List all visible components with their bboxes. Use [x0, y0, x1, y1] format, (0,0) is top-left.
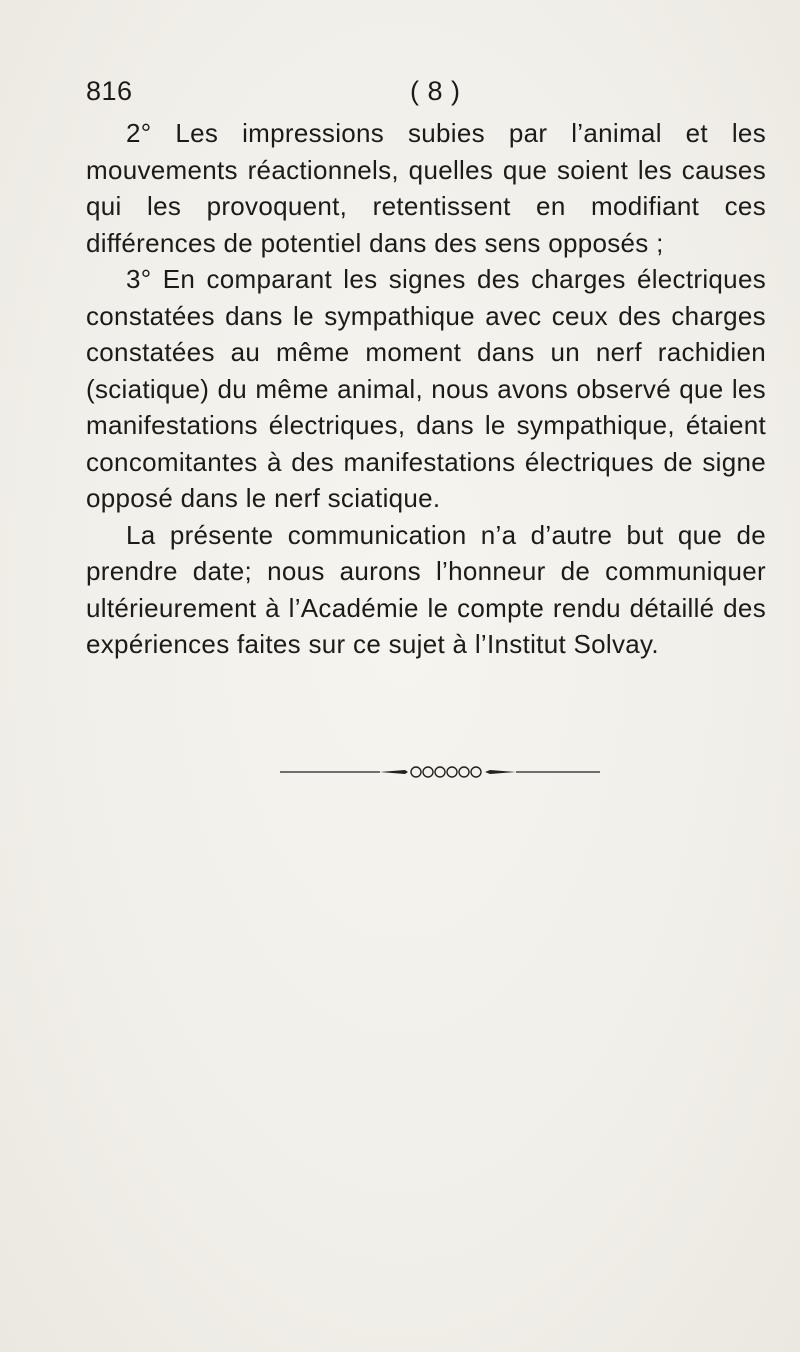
page-number: 816: [86, 76, 133, 106]
tailpiece-ornament-icon: [280, 762, 600, 782]
page-header: [86, 76, 726, 116]
paragraph-conclusion: La présente communication n’a d’autre but que de prendre date; nous aurons l’honneur de communiquer ultérieurement à l’Académie le compte rendu détaillé des expériences faites sur ce sujet à l’Institut Solvay.: [86, 519, 766, 659]
sheet-marker: ( 8 ): [410, 76, 461, 106]
body-text: [86, 115, 766, 663]
paragraph-point-2: 2° Les impressions subies par l’animal et les mouvements réactionnels, quelles que soient les causes qui les provoquent, retentissent en modifiant ces différences de potentiel dans des sens opposés ;: [86, 118, 766, 258]
paragraph-point-3: 3° En comparant les signes des charges électriques constatées dans le sympathique avec ceux des charges constatées au même moment dans un nerf rachidien (sciatique) du même animal, nous avons observé que les manifestations électriques, dans le sympathique, étaient concomitantes à des manifestations électriques de signe opposé dans le nerf sciatique.: [86, 264, 766, 513]
